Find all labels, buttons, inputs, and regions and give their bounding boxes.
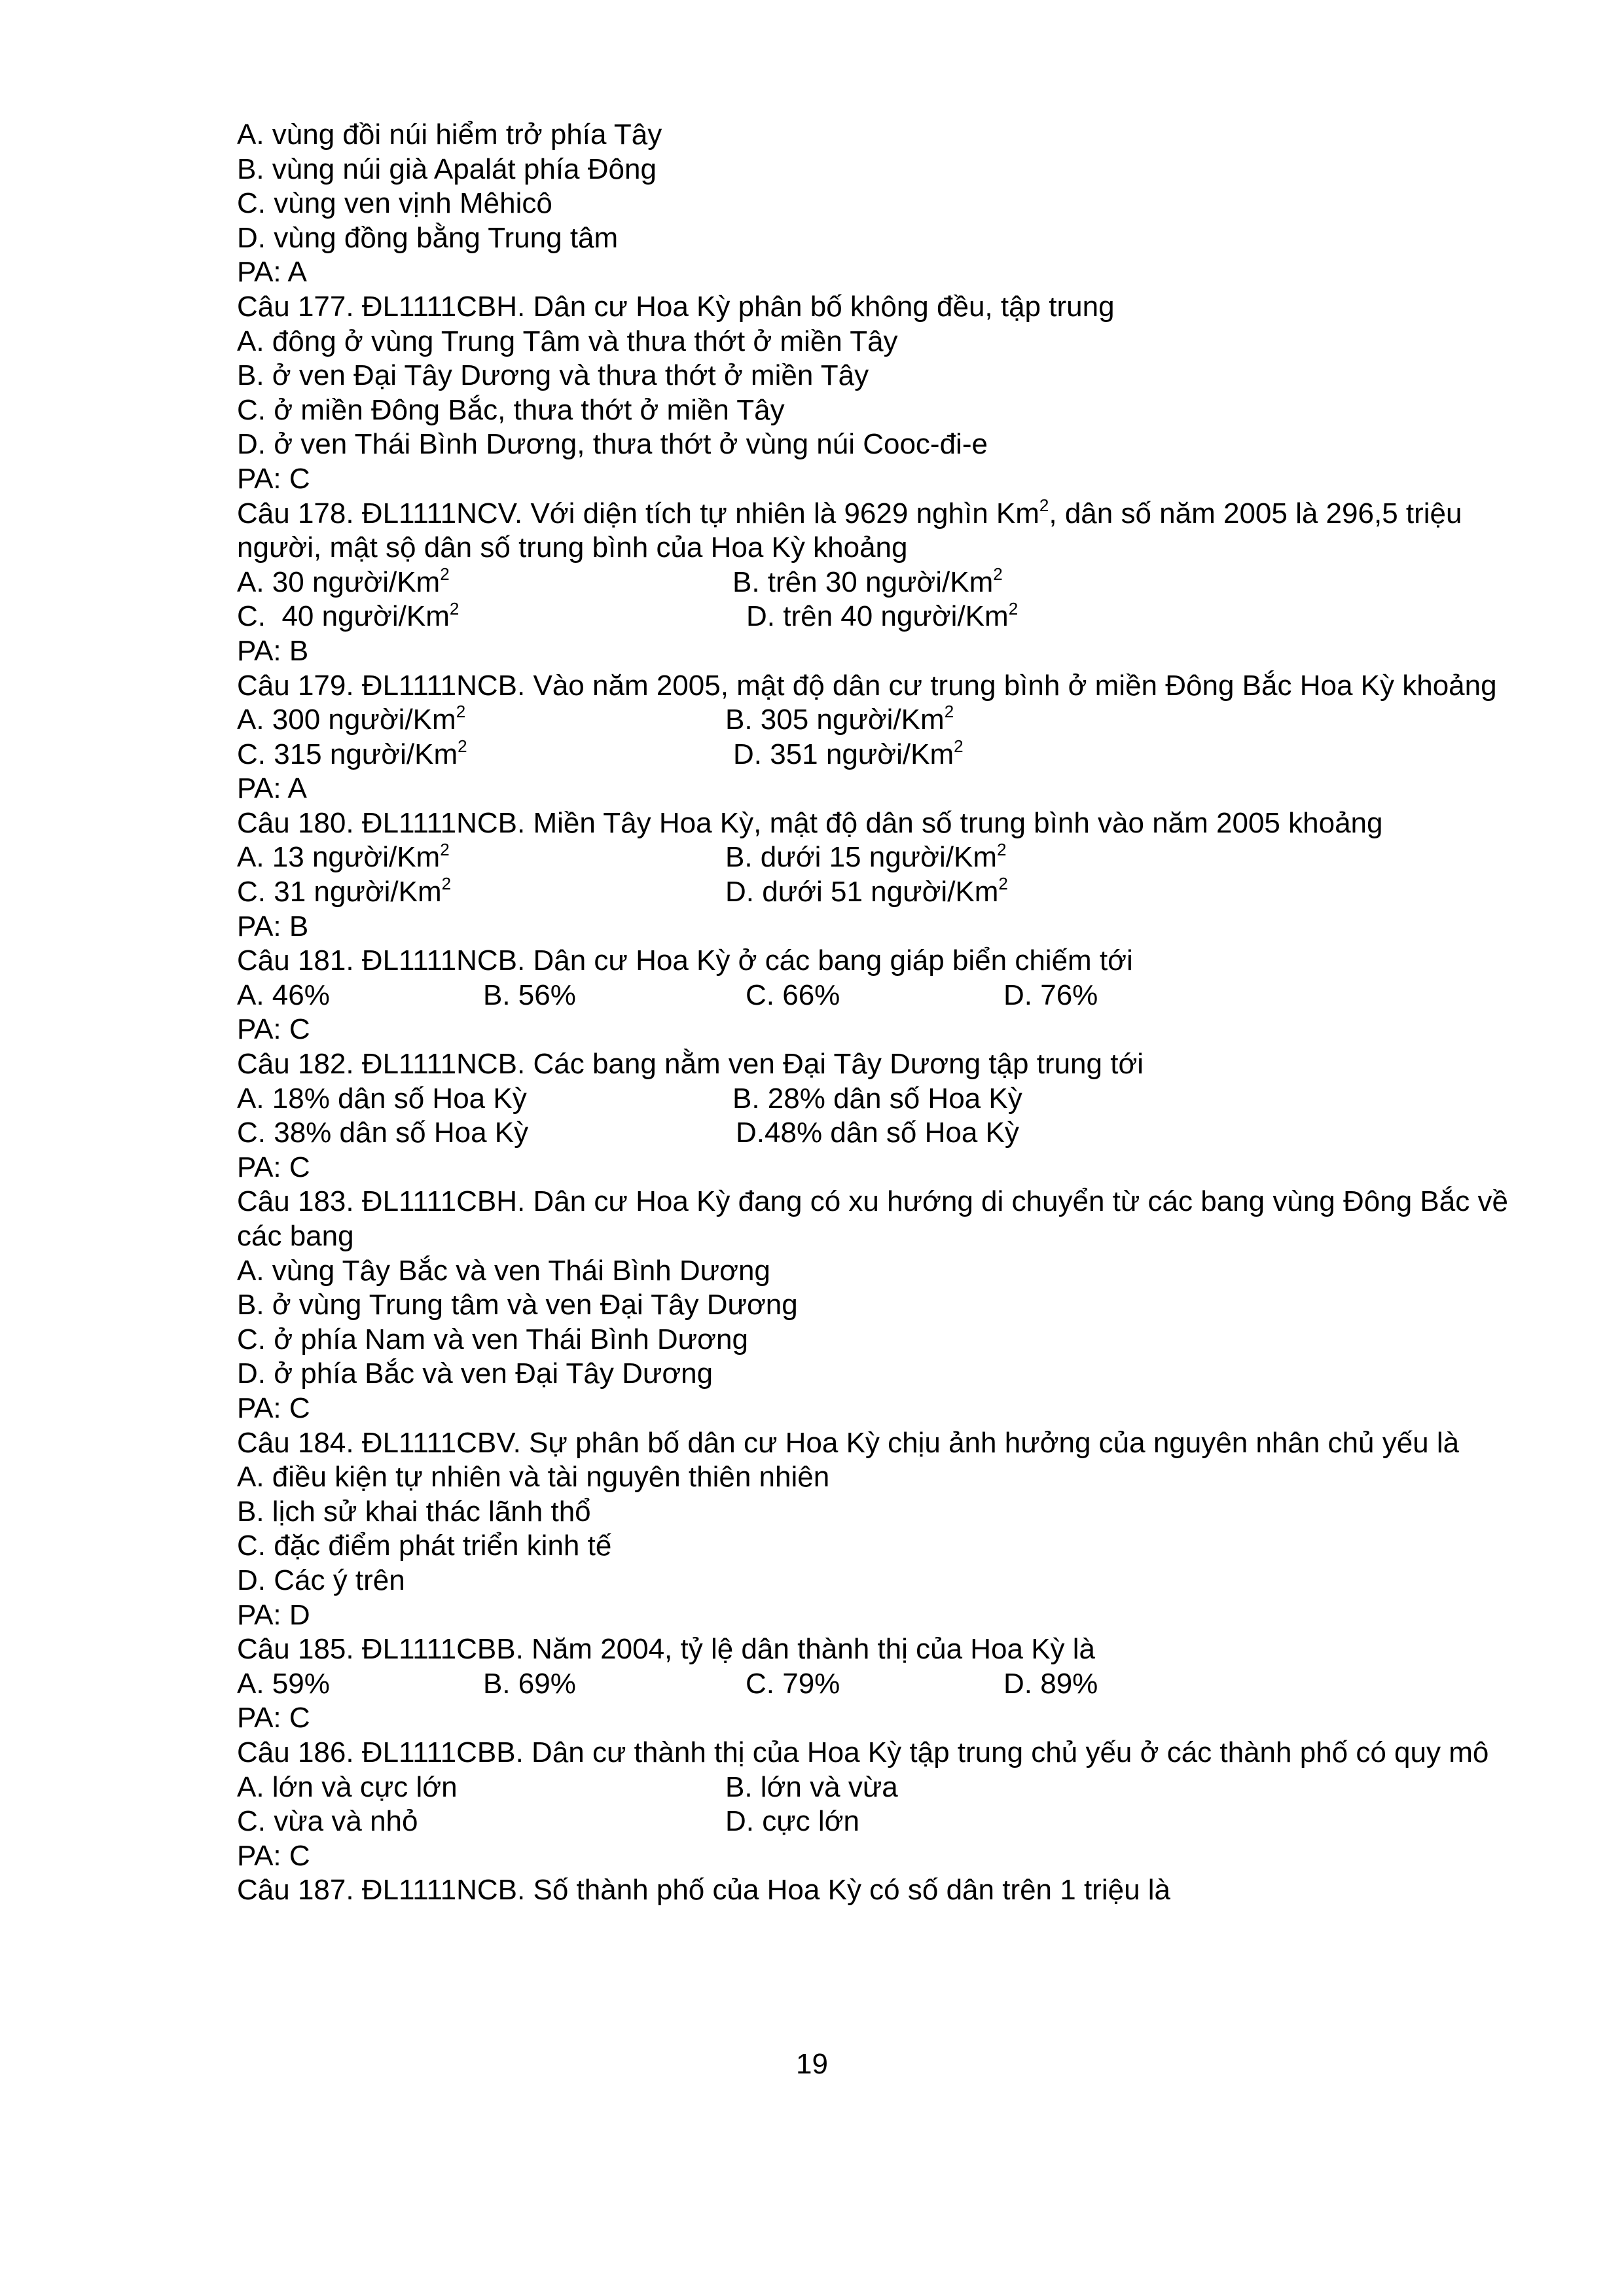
question-text: Câu 177. ĐL1111CBH. Dân cư Hoa Kỳ phân bố không đều, tập trung: [237, 290, 1115, 323]
question-text: Câu 185. ĐL1111CBB. Năm 2004, tỷ lệ dân thành thị của Hoa Kỳ là: [237, 1633, 1096, 1666]
answer-option: D. vùng đồng bằng Trung tâm: [237, 221, 619, 254]
answer-option: B. ở ven Đại Tây Dương và thưa thớt ở miền Tây: [237, 359, 869, 392]
answer-option: B. 56%: [483, 978, 576, 1011]
answer-options-row: [237, 840, 1513, 875]
answer-key: PA: C: [237, 1013, 310, 1046]
answer-options-row: [237, 565, 1513, 600]
answer-key: PA: D: [237, 1598, 310, 1631]
superscript-2: 2: [993, 564, 1003, 584]
answer-option: A. đông ở vùng Trung Tâm và thưa thớt ở miền Tây: [237, 325, 898, 357]
superscript-2: 2: [458, 736, 467, 757]
answer-options-row: [237, 600, 1513, 634]
answer-option: B. lịch sử khai thác lãnh thổ: [237, 1495, 591, 1528]
answer-options-row: [237, 1082, 1513, 1117]
answer-options-row: [237, 1770, 1513, 1805]
answer-key: PA: C: [237, 462, 310, 495]
superscript-2: 2: [997, 839, 1007, 859]
superscript-2: 2: [440, 564, 450, 584]
answer-option: B. ở vùng Trung tâm và ven Đại Tây Dương: [237, 1289, 798, 1321]
answer-options-row: [237, 1667, 1513, 1702]
superscript-2: 2: [441, 874, 452, 894]
answer-options-row: [237, 1116, 1513, 1151]
superscript-2: 2: [440, 839, 450, 859]
answer-option: C. ở miền Đông Bắc, thưa thớt ở miền Tây: [237, 393, 785, 426]
answer-key: PA: C: [237, 1702, 310, 1734]
superscript-2: 2: [449, 598, 460, 619]
answer-option: C. vừa và nhỏ: [237, 1805, 418, 1838]
answer-option: D. dưới 51 người/Km$^2$: [725, 874, 1008, 908]
question-text: Câu 178. ĐL1111NCV. Với diện tích tự nhiên là 9629 nghìn Km$^2$, dân số năm 2005 là 296,5 triệu người, mật sộ dân số trung bình của Hoa Kỳ khoảng: [237, 495, 1462, 564]
answer-option: C. đặc điểm phát triển kinh tế: [237, 1530, 612, 1562]
answer-options-row: [237, 978, 1513, 1013]
question-text: Câu 179. ĐL1111NCB. Vào năm 2005, mật độ dân cư trung bình ở miền Đông Bắc Hoa Kỳ khoảng: [237, 669, 1497, 702]
question-list: [237, 118, 1513, 1908]
answer-key: PA: B: [237, 910, 309, 942]
question-text: Câu 184. ĐL1111CBV. Sự phân bố dân cư Hoa Kỳ chịu ảnh hưởng của nguyên nhân chủ yếu là: [237, 1426, 1460, 1459]
answer-option: C. 66%: [746, 978, 840, 1011]
superscript-2: 2: [944, 702, 954, 722]
answer-option: A. 46%: [237, 978, 330, 1011]
answer-option: C. 31 người/Km$^2$: [237, 874, 452, 908]
answer-option: A. vùng Tây Bắc và ven Thái Bình Dương: [237, 1254, 770, 1287]
answer-option: B. 28% dân số Hoa Kỳ: [732, 1082, 1022, 1115]
question-text: Câu 181. ĐL1111NCB. Dân cư Hoa Kỳ ở các bang giáp biển chiếm tới: [237, 944, 1133, 977]
superscript-2: 2: [1008, 598, 1019, 619]
answer-option: A. điều kiện tự nhiên và tài nguyên thiên nhiên: [237, 1461, 830, 1494]
answer-option: A. 30 người/Km$^2$: [237, 564, 450, 598]
answer-options-row: [237, 703, 1513, 738]
answer-option: C. vùng ven vịnh Mêhicô: [237, 187, 552, 220]
answer-key: PA: B: [237, 634, 309, 667]
answer-option: B. 69%: [483, 1667, 576, 1700]
answer-option: D. trên 40 người/Km$^2$: [746, 598, 1019, 633]
question-text: Câu 187. ĐL1111NCB. Số thành phố của Hoa Kỳ có số dân trên 1 triệu là: [237, 1874, 1171, 1907]
answer-option: B. dưới 15 người/Km$^2$: [725, 839, 1007, 874]
answer-option: D. cực lớn: [725, 1805, 860, 1838]
answer-option: D. 351 người/Km$^2$: [733, 736, 964, 770]
answer-option: A. vùng đồi núi hiểm trở phía Tây: [237, 118, 662, 151]
answer-option: D.48% dân số Hoa Kỳ: [736, 1117, 1019, 1149]
answer-key: PA: A: [237, 256, 307, 289]
superscript-2: 2: [954, 736, 964, 757]
answer-option: C. 40 người/Km$^2$: [237, 598, 460, 633]
answer-option: C. 38% dân số Hoa Kỳ: [237, 1117, 529, 1149]
answer-option: A. 13 người/Km$^2$: [237, 839, 450, 874]
answer-option: D. Các ý trên: [237, 1564, 405, 1596]
answer-option: C. 79%: [746, 1667, 840, 1700]
superscript-2: 2: [1039, 495, 1049, 515]
answer-option: A. lớn và cực lớn: [237, 1770, 458, 1803]
question-text: Câu 186. ĐL1111CBB. Dân cư thành thị của Hoa Kỳ tập trung chủ yếu ở các thành phố có quy mô: [237, 1736, 1489, 1768]
answer-options-row: [237, 875, 1513, 910]
answer-option: A. 300 người/Km$^2$: [237, 702, 466, 736]
answer-key: PA: A: [237, 772, 307, 805]
answer-option: D. 89%: [1003, 1667, 1098, 1700]
superscript-2: 2: [998, 874, 1008, 894]
answer-option: B. trên 30 người/Km$^2$: [732, 564, 1003, 598]
answer-option: D. 76%: [1003, 978, 1098, 1011]
answer-options-row: [237, 738, 1513, 772]
superscript-2: 2: [456, 702, 466, 722]
answer-option: C. ở phía Nam và ven Thái Bình Dương: [237, 1323, 748, 1355]
answer-options-row: [237, 1804, 1513, 1839]
question-text: Câu 183. ĐL1111CBH. Dân cư Hoa Kỳ đang có xu hướng di chuyển từ các bang vùng Đông Bắc về các bang: [237, 1185, 1508, 1252]
answer-key: PA: C: [237, 1839, 310, 1872]
answer-option: D. ở phía Bắc và ven Đại Tây Dương: [237, 1357, 713, 1390]
question-text: Câu 180. ĐL1111NCB. Miền Tây Hoa Kỳ, mật độ dân số trung bình vào năm 2005 khoảng: [237, 806, 1383, 839]
page-number: 19: [796, 2048, 828, 2080]
answer-option: C. 315 người/Km$^2$: [237, 736, 467, 770]
answer-key: PA: C: [237, 1391, 310, 1424]
answer-option: B. 305 người/Km$^2$: [725, 702, 954, 736]
answer-option: B. vùng núi già Apalát phía Đông: [237, 152, 657, 185]
answer-key: PA: C: [237, 1151, 310, 1183]
answer-option: A. 59%: [237, 1667, 330, 1700]
answer-option: D. ở ven Thái Bình Dương, thưa thớt ở vùng núi Cooc-đi-e: [237, 428, 988, 461]
answer-option: B. lớn và vừa: [725, 1770, 898, 1803]
answer-option: A. 18% dân số Hoa Kỳ: [237, 1082, 527, 1115]
question-text: Câu 182. ĐL1111NCB. Các bang nằm ven Đại Tây Dương tập trung tới: [237, 1048, 1144, 1081]
